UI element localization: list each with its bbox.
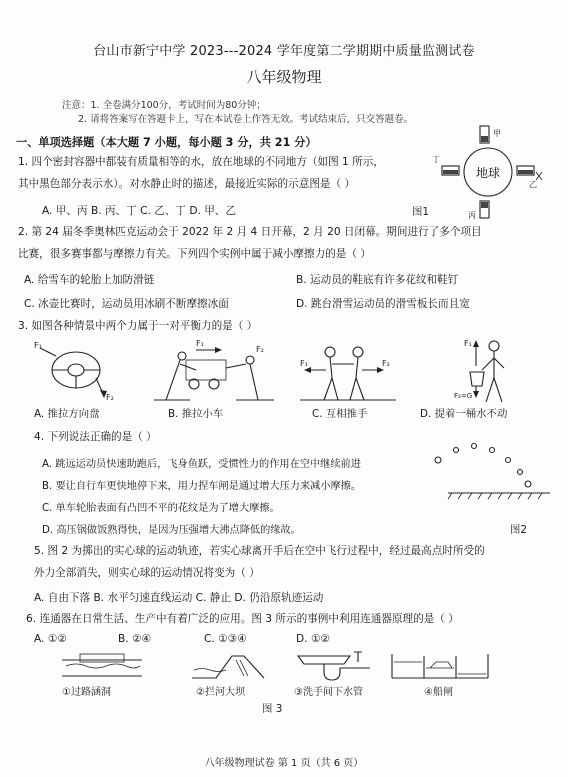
fig3-caption: 图 3 xyxy=(262,703,283,715)
q2-option-b: B. 运动员的鞋底有许多花纹和鞋钉 xyxy=(296,274,459,286)
q2-line-1: 2. 第 24 届冬季奥林匹克运动会于 2022 年 2 月 4 日开幕，2 月 20 日闭幕。期间进行了多个项目 xyxy=(18,226,482,238)
fig3-item-4: ④船闸 xyxy=(424,687,453,698)
q1-options: A. 甲、丙 B. 丙、丁 C. 乙、丁 D. 甲、乙 xyxy=(42,205,237,217)
q2-option-d: D. 跳台滑雪运动员的滑雪板长而且宽 xyxy=(296,298,470,310)
figure-3d-bucket xyxy=(440,336,530,406)
figure-3-ship-lock xyxy=(390,648,490,682)
q4-figure-caption: 图2 xyxy=(510,524,528,536)
q1-line-2: 其中黑色部分表示水）。对水静止时的描述，最接近实际的示意图是（ ） xyxy=(18,178,356,190)
label-jia: 甲 xyxy=(493,129,501,138)
q3d-label-f2-g: F₂=G xyxy=(454,392,473,400)
figure-3b-cart xyxy=(150,338,274,404)
q3-caption-d: D. 提着一桶水不动 xyxy=(420,408,508,420)
fig3-item-1: ①过路涵洞 xyxy=(62,687,111,698)
q2-option-c: C. 冰壶比赛时，运动员用冰刷不断摩擦冰面 xyxy=(24,298,229,310)
earth-label: 地球 xyxy=(475,166,501,180)
figure-2-trajectory xyxy=(420,438,552,504)
q5-options: A. 自由下落 B. 水平匀速直线运动 C. 静止 D. 仍沿原轨迹运动 xyxy=(34,592,324,604)
q4-stem: 4. 下列说法正确的是（ ） xyxy=(34,431,157,443)
q3-caption-a: A. 推拉方向盘 xyxy=(34,408,100,420)
q3b-label-f1: F₁ xyxy=(196,339,204,348)
q6-option-a: A. ①② xyxy=(34,633,67,645)
q6-option-c: C. ①③④ xyxy=(204,633,247,645)
section-1-heading: 一、单项选择题（本大题 7 小题，每小题 3 分，共 21 分） xyxy=(16,136,317,149)
notice-line-2: 2. 请将答案写在答题卡上，写在本试卷上作答无效。考试结束后，只交答题卷。 xyxy=(78,114,414,125)
q3d-label-f1: F₁ xyxy=(464,339,472,348)
q2-option-a: A. 给雪车的轮胎上加防滑链 xyxy=(24,274,155,286)
q3-stem: 3. 如图各种情景中两个力属于一对平衡力的是（ ） xyxy=(18,320,258,332)
q4-option-d: D. 高压锅做饭熟得快，是因为压强增大沸点降低的缘故。 xyxy=(42,525,301,536)
q5-line-1: 5. 图 2 为掷出的实心球的运动轨迹，若实心球离开手后在空中飞行过程中，经过最高点时所受的 xyxy=(34,545,485,557)
q4-option-b: B. 要让自行车更快地停下来，用力捏车闸是通过增大压力来减小摩擦。 xyxy=(42,481,362,492)
label-bing: 丙 xyxy=(468,211,476,220)
q3-caption-b: B. 推拉小车 xyxy=(168,408,224,420)
q3c-label-f2: F₂ xyxy=(382,359,390,368)
label-yi: 乙 xyxy=(529,180,537,189)
q3b-label-f2: F₂ xyxy=(256,345,264,354)
label-ding: 丁 xyxy=(432,155,440,164)
figure-3-dam xyxy=(188,650,274,682)
q6-stem: 6. 连通器在日常生活、生产中有着广泛的应用。图 3 所示的事例中利用连通器原理的是（ ） xyxy=(26,613,459,625)
figure-3c-push-hands xyxy=(296,338,400,404)
figure-1-earth-diagram xyxy=(428,124,548,220)
q3-caption-c: C. 互相推手 xyxy=(312,408,368,420)
q6-option-b: B. ②④ xyxy=(118,633,151,645)
q3a-label-f2: F₂ xyxy=(106,393,114,402)
figure-3-culvert xyxy=(60,652,144,680)
q2-line-2: 比赛，很多赛事都与摩擦力有关。下列四个实例中属于减小摩擦力的是（ ） xyxy=(18,248,371,260)
page-footer: 八年级物理试卷 第 1 页（共 6 页） xyxy=(204,758,364,769)
q4-option-c: C. 单车轮胎表面有凸凹不平的花纹是为了增大摩擦。 xyxy=(42,503,280,514)
q3a-label-f1: F₁ xyxy=(34,341,42,350)
q3c-label-f1: F₁ xyxy=(300,359,308,368)
fig3-item-3: ③洗手间下水管 xyxy=(294,687,363,698)
q1-line-1: 1. 四个密封容器中都装有质量相等的水，放在地球的不同地方（如图 1 所示， xyxy=(18,156,384,168)
q5-line-2: 外力全部消失，则实心球的运动情况将变为（ ） xyxy=(34,567,260,579)
q6-option-d: D. ①② xyxy=(296,633,330,645)
notice-line-1: 注意：1. 全卷满分100分，考试时间为80分钟； xyxy=(62,100,266,111)
q1-figure-caption: 图1 xyxy=(412,206,430,218)
fig3-item-2: ②拦河大坝 xyxy=(196,687,245,698)
figure-3a-steering-wheel xyxy=(26,338,126,404)
exam-title: 台山市新宁中学 2023---2024 学年度第二学期期中质量监测试卷 xyxy=(93,44,475,59)
figure-3-drainpipe xyxy=(290,648,380,682)
q4-option-a: A. 跳远运动员快速助跑后，飞身鱼跃，受惯性力的作用在空中继续前进 xyxy=(42,459,361,470)
exam-subtitle: 八年级物理 xyxy=(246,68,322,86)
